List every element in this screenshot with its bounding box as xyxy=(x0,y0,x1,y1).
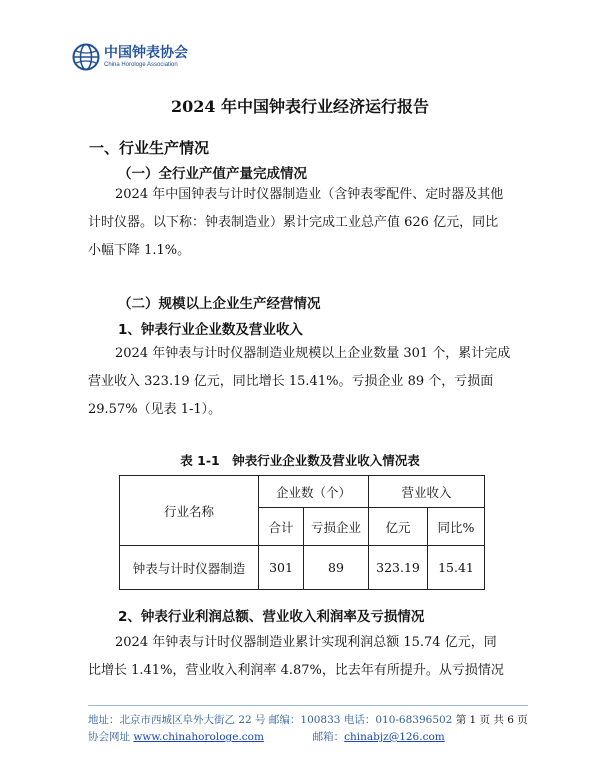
paragraph-profit xyxy=(88,629,528,685)
email-link[interactable]: chinabjz@126.com xyxy=(344,731,445,743)
footer-website-label: 协会网址 xyxy=(88,731,130,743)
footer-address: 北京市西城区阜外大街乙 22 号 xyxy=(119,714,266,726)
header-industry: 行业名称 xyxy=(120,476,259,546)
footer-divider xyxy=(88,705,528,706)
paragraph-line: 2024 年钟表与计时仪器制造业累计实现利润总额 15.74 亿元，同 xyxy=(115,635,497,650)
cell-loss: 89 xyxy=(304,546,369,590)
footer-address-label: 地址： xyxy=(88,714,120,726)
paragraph-line: 29.57%（见表 1-1）。 xyxy=(88,402,222,417)
section-heading-production: 一、行业生产情况 xyxy=(89,139,210,157)
association-logo xyxy=(72,43,188,71)
enterprise-revenue-table xyxy=(119,475,485,590)
paragraph-revenue xyxy=(88,340,528,424)
footer-email-label: 邮箱： xyxy=(312,731,345,743)
subheader-yoy: 同比% xyxy=(428,508,485,546)
cell-revenue: 323.19 xyxy=(369,546,428,590)
cell-industry-name: 钟表与计时仪器制造 xyxy=(120,546,259,590)
paragraph-line: 2024 年钟表与计时仪器制造业规模以上企业数量 301 个，累计完成 xyxy=(115,346,511,361)
logo-english-name: China Horologe Association xyxy=(104,62,178,68)
paragraph-line: 计时仪器。以下称：钟表制造业）累计完成工业总产值 626 亿元，同比 xyxy=(88,215,499,230)
subheader-total: 合计 xyxy=(259,508,304,546)
globe-logo-icon xyxy=(72,43,100,71)
subheader-loss: 亏损企业 xyxy=(304,508,369,546)
footer-web-row xyxy=(88,729,445,744)
paragraph-line: 营业收入 323.19 亿元，同比增长 15.41%。亏损企业 89 个，亏损面 xyxy=(88,374,494,389)
subheader-yi: 亿元 xyxy=(369,508,428,546)
paragraph-line: 小幅下降 1.1%。 xyxy=(88,243,191,258)
paragraph-line: 2024 年中国钟表与计时仪器制造业（含钟表零配件、定时器及其他 xyxy=(115,187,504,202)
item-heading-revenue: 1、钟表行业企业数及营业收入 xyxy=(118,322,303,338)
document-title: 2024 年中国钟表行业经济运行报告 xyxy=(170,97,430,116)
paragraph-output xyxy=(88,181,528,265)
footer-phone-label: 电话： xyxy=(343,714,376,726)
footer-contact-row xyxy=(88,712,528,727)
cell-yoy: 15.41 xyxy=(428,546,485,590)
item-heading-profit: 2、钟表行业利润总额、营业收入利润率及亏损情况 xyxy=(118,609,425,625)
footer-postcode: 100833 xyxy=(300,714,341,726)
page-number: 第 1 页 共 6 页 xyxy=(455,714,528,726)
footer-postcode-label: 邮编： xyxy=(268,714,301,726)
website-link[interactable]: www.chinahorologe.com xyxy=(133,731,264,743)
subsection-heading-enterprises: （二）规模以上企业生产经营情况 xyxy=(118,296,321,312)
table-row xyxy=(120,546,485,590)
subsection-heading-output: （一）全行业产值产量完成情况 xyxy=(118,166,307,182)
header-revenue: 营业收入 xyxy=(369,476,485,508)
footer-phone: 010-68396502 xyxy=(375,714,453,726)
logo-chinese-name: 中国钟表协会 xyxy=(104,45,188,61)
table-caption: 表 1-1 钟表行业企业数及营业收入情况表 xyxy=(180,453,420,468)
cell-total: 301 xyxy=(259,546,304,590)
paragraph-line: 比增长 1.41%，营业收入利润率 4.87%，比去年有所提升。从亏损情况 xyxy=(88,663,504,678)
header-enterprises: 企业数（个） xyxy=(259,476,369,508)
